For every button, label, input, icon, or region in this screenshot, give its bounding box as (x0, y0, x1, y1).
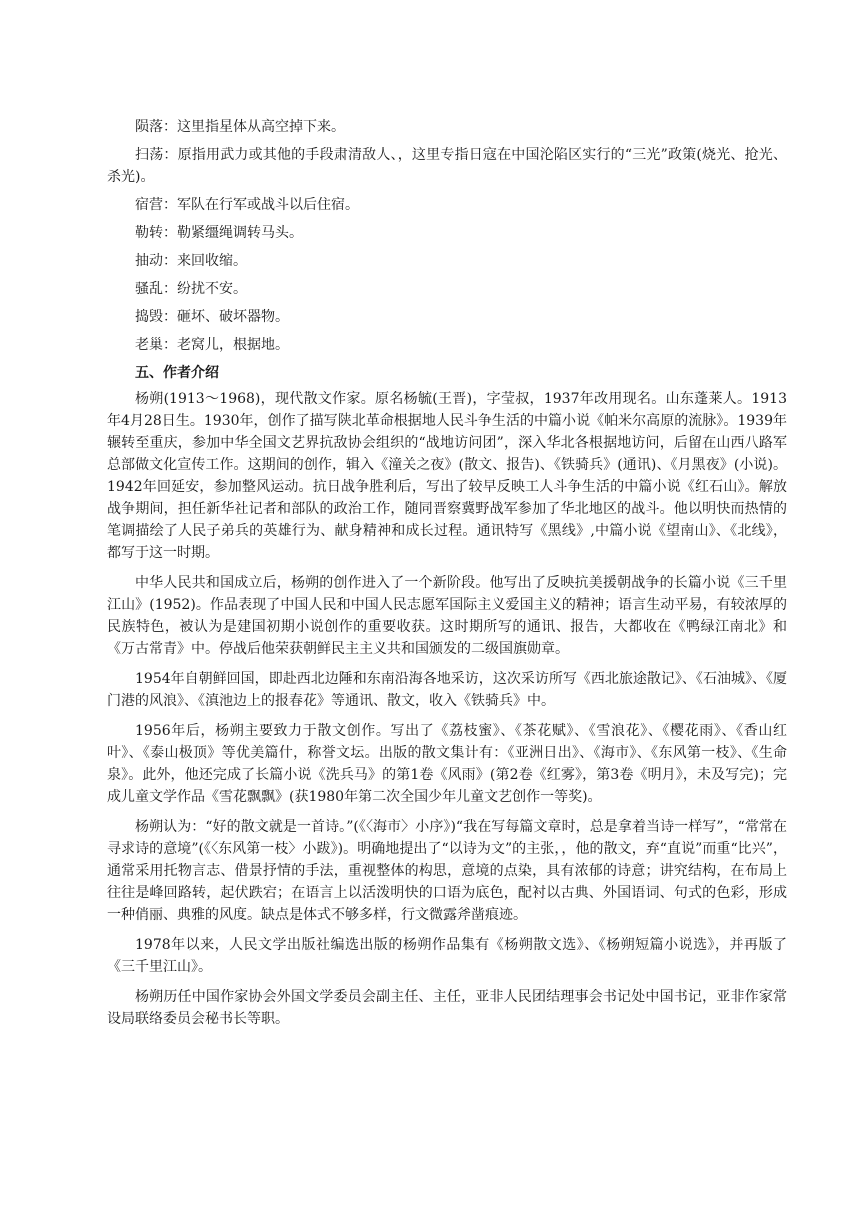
author-introduction (107, 388, 787, 1030)
paragraph: 杨朔认为：“好的散文就是一首诗。”(《〈海市〉小序》)“我在写每篇文章时，总是拿着当诗一样写”，“常常在寻求诗的意境”(《〈东风第一枝〉小跋》)。明确地提出了“以诗为文”的主张，，他的散文，弃“直说”而重“比兴”，通常采用托物言志、借景抒情的手法，重视整体的构思，意境的点染，具有浓郁的诗意；讲究结构，在布局上往往是峰回路转，起伏跌宕；在语言上以活泼明快的口语为底色，配衬以古典、外国语词、句式的色彩，形成一种俏丽、典雅的风度。缺点是体式不够多样，行文微露斧凿痕迹。 (107, 819, 787, 923)
glossary-definition: ：军队在行军或战斗以后住宿。 (163, 197, 359, 213)
glossary-definition: ：这里指星体从高空掉下来。 (163, 119, 345, 135)
glossary-definition: ：老窝儿，根据地。 (163, 337, 289, 353)
glossary-term: 勒转 (135, 225, 163, 241)
glossary-term: 捣毁 (135, 309, 163, 325)
glossary-item (107, 194, 787, 216)
paragraph: 1954年自朝鲜回国，即赴西北边陲和东南沿海各地采访，这次采访所写《西北旅途散记》、《石油城》、《厦门港的风浪》、《滇池边上的报春花》等通讯、散文，收入《铁骑兵》中。 (107, 671, 787, 709)
glossary-item (107, 250, 787, 272)
glossary (107, 116, 787, 356)
paragraph: 杨朔(1913～1968)，现代散文作家。原名杨毓(王晋)，字莹叔，1937年改用现名。山东蓬莱人。1913年4月28日生。1930年，创作了描写陕北革命根据地人民斗争生活的中篇小说《帕米尔高原的流脉》。1939年辗转至重庆，参加中华全国文艺界抗敌协会组织的“战地访问团”，深入华北各根据地访问，后留在山西八路军总部做文化宣传工作。这期间的创作，辑入《潼关之夜》(散文、报告)、《铁骑兵》(通讯)、《月黑夜》(小说)。1942年回延安，参加整风运动。抗日战争胜利后，写出了较早反映工人斗争生活的中篇小说《红石山》。解放战争期间，担任新华社记者和部队的政治工作，随同晋察冀野战军参加了华北地区的战斗。他以明快而热情的笔调描绘了人民子弟兵的英雄行为、献身精神和成长过程。通讯特写《黑线》,中篇小说《望南山》、《北线》，都写于这一时期。 (107, 391, 787, 561)
paragraph: 杨朔历任中国作家协会外国文学委员会副主任、主任，亚非人民团结理事会书记处中国书记，亚非作家常设局联络委员会秘书长等职。 (107, 989, 787, 1027)
glossary-term: 抽动 (135, 253, 163, 269)
glossary-definition: ：砸坏、破坏器物。 (163, 309, 289, 325)
glossary-term: 陨落 (135, 119, 163, 135)
glossary-item (107, 144, 787, 188)
glossary-item (107, 222, 787, 244)
glossary-item (107, 334, 787, 356)
section-heading: 五、作者介绍 (135, 365, 219, 381)
glossary-term: 骚乱 (135, 281, 163, 297)
paragraph: 1978年以来，人民文学出版社编选出版的杨朔作品集有《杨朔散文选》、《杨朔短篇小说选》，并再版了《三千里江山》。 (107, 937, 787, 975)
paragraph: 1956年后，杨朔主要致力于散文创作。写出了《荔枝蜜》、《茶花赋》、《雪浪花》、《樱花雨》、《香山红叶》、《泰山极顶》等优美篇什，称誉文坛。出版的散文集计有：《亚洲日出》、《海市》、《东风第一枝》、《生命泉》。此外，他还完成了长篇小说《洗兵马》的第1卷《风雨》(第2卷《红雾》，第3卷《明月》，未及写完)；完成儿童文学作品《雪花飘飘》(获1980年第二次全国少年儿童文艺创作一等奖)。 (107, 723, 787, 805)
glossary-term: 老巢 (135, 337, 163, 353)
glossary-definition: ：勒紧缰绳调转马头。 (163, 225, 303, 241)
glossary-term: 扫荡 (135, 147, 164, 163)
glossary-definition: ：来回收缩。 (163, 253, 247, 269)
glossary-term: 宿营 (135, 197, 163, 213)
glossary-definition: ：纷扰不安。 (163, 281, 247, 297)
paragraph: 中华人民共和国成立后，杨朔的创作进入了一个新阶段。他写出了反映抗美援朝战争的长篇小说《三千里江山》(1952)。作品表现了中国人民和中国人民志愿军国际主义爱国主义的精神；语言生动平易，有较浓厚的民族特色，被认为是建国初期小说创作的重要收获。这时期所写的通讯、报告，大都收在《鸭绿江南北》和《万古常青》中。停战后他荣获朝鲜民主主义共和国颁发的二级国旗勋章。 (107, 575, 787, 657)
glossary-definition: ：原指用武力或其他的手段肃清敌人、，这里专指日寇在中国沦陷区实行的“三光”政策(烧光、抢光、杀光)。 (107, 147, 788, 185)
document-page (107, 116, 787, 1038)
glossary-item (107, 116, 787, 138)
glossary-item (107, 306, 787, 328)
glossary-item (107, 278, 787, 300)
